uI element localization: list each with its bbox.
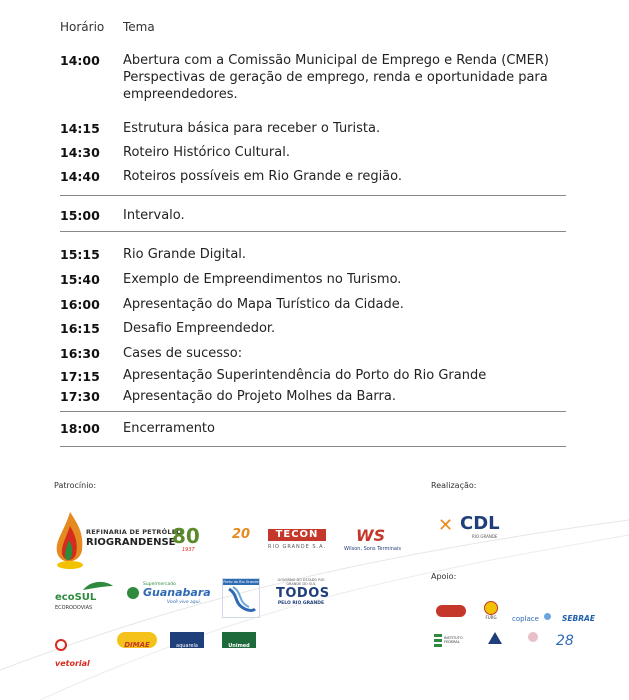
refinaria-80-mark: 80 <box>172 524 200 548</box>
unimed-name: Unimed <box>228 643 250 649</box>
schedule-topic: Exemplo de Empreendimentos no Turismo. <box>123 272 402 287</box>
schedule-topic: Apresentação do Mapa Turístico da Cidade. <box>123 297 404 312</box>
todos-pelo-rio-grande-logo <box>276 578 330 620</box>
sebrae-name: SEBRAE <box>562 614 595 623</box>
apoio-logo-navy <box>486 632 504 652</box>
schedule-topic: Apresentação do Projeto Molhes da Barra. <box>123 389 396 404</box>
wilson-sons-logo <box>344 526 404 556</box>
refinaria-flame-icon <box>52 510 88 572</box>
guanabara-name: Guanabara <box>143 586 211 599</box>
cdl-name: CDL <box>460 513 500 534</box>
realizacao-label: Realização: <box>431 481 477 490</box>
vetorial-ring-icon <box>55 639 67 651</box>
schedule-time: 16:15 <box>60 321 100 336</box>
sebrae-logo <box>562 606 596 623</box>
vetorial-name: vetorial <box>55 659 90 668</box>
ifrs-name: INSTITUTO FEDERAL <box>444 636 463 644</box>
guanabara-tag: Você vive aqui. <box>167 600 202 605</box>
schedule-time: 15:15 <box>60 247 100 262</box>
tecon-logo <box>232 527 332 555</box>
sponsors-label: Patrocínio: <box>54 481 97 490</box>
divider <box>60 446 566 447</box>
schedule-time: 14:15 <box>60 121 100 136</box>
guanabara-top: Supermercado <box>143 582 176 587</box>
todos-top: GOVERNO DO ESTADO RIO GRANDE DO SUL <box>277 578 325 586</box>
divider <box>60 195 566 196</box>
topic-line: Abertura com a Comissão Municipal de Emprego e Renda (CMER) <box>123 53 549 68</box>
schedule-time: 14:40 <box>60 169 100 184</box>
furg-emblem-icon <box>484 601 498 615</box>
header-time-label: Horário <box>60 20 105 34</box>
porto-label: Porto do Rio Grande <box>223 580 259 584</box>
schedule-time: 14:00 <box>60 53 100 68</box>
schedule-time: 17:15 <box>60 369 100 384</box>
tecon-20-mark: 20 <box>232 527 251 542</box>
schedule-topic: Intervalo. <box>123 208 185 223</box>
schedule-time: 14:30 <box>60 145 100 160</box>
coplace-dot-icon <box>544 613 551 620</box>
furg-name: FURG <box>485 615 497 620</box>
schedule-topic: Desafio Empreendedor. <box>123 321 276 336</box>
cdl-sub: RIO GRANDE <box>472 534 498 539</box>
schedule-topic: Roteiros possíveis em Rio Grande e região. <box>123 169 403 184</box>
coplace-name: coplace <box>512 615 539 623</box>
porto-wave-icon <box>223 585 259 617</box>
ecosul-sub: ECORODOVIAS <box>55 605 93 611</box>
tecon-name: TECON <box>268 529 326 541</box>
refinaria-line1: REFINARIA DE PETRÓLEO <box>86 528 183 536</box>
topic-line: Perspectivas de geração de emprego, renda e oportunidade para <box>123 70 548 85</box>
todos-sub: PELO RIO GRANDE <box>277 601 325 606</box>
schedule-time: 15:00 <box>60 208 100 223</box>
schedule-time: 15:40 <box>60 272 100 287</box>
aquarela-name: aquarela <box>176 643 198 649</box>
ifrs-logo <box>434 634 468 650</box>
header-topic-label: Tema <box>123 20 155 34</box>
divider <box>60 411 566 412</box>
apoio-label: Apoio: <box>431 572 457 581</box>
anos-28-logo <box>556 630 596 654</box>
guanabara-circle-icon <box>127 587 139 599</box>
ecosul-name: ecoSUL <box>55 592 97 603</box>
schedule-topic: Apresentação Superintendência do Porto do Rio Grande <box>123 368 487 383</box>
schedule-time: 16:30 <box>60 346 100 361</box>
schedule-topic: Estrutura básica para receber o Turista. <box>123 121 381 136</box>
dimae-logo <box>117 632 157 648</box>
navy-triangle-icon <box>488 632 502 644</box>
wilson-sons-name: Wilson, Sons Terminais <box>344 546 401 552</box>
vetorial-logo <box>55 634 103 668</box>
cdl-logo <box>438 513 508 541</box>
guanabara-logo <box>127 582 211 608</box>
furg-logo <box>482 601 500 621</box>
schedule-topic: Cases de sucesso: <box>123 346 243 361</box>
unimed-logo <box>222 632 256 648</box>
schedule-time: 16:00 <box>60 297 100 312</box>
refinaria-line2: RIOGRANDENSE <box>86 537 176 548</box>
ifrs-grid-icon <box>434 634 442 648</box>
divider <box>60 231 566 232</box>
schedule-topic: Encerramento <box>123 421 215 436</box>
light-emblem-icon <box>528 632 538 642</box>
dimae-name: DIMAE <box>124 641 150 649</box>
coplace-logo <box>512 606 558 623</box>
aquarela-logo <box>170 632 204 648</box>
anos-number: 28 <box>556 633 574 649</box>
apoio-logo-red <box>436 605 466 617</box>
refinaria-logo <box>52 510 217 572</box>
apoio-logo-light <box>524 632 542 652</box>
schedule-time: 18:00 <box>60 421 100 436</box>
topic-line: empreendedores. <box>123 87 238 102</box>
refinaria-since: 1937 <box>182 547 195 553</box>
schedule-topic <box>123 52 553 103</box>
schedule-time: 17:30 <box>60 389 100 404</box>
porto-rio-grande-logo <box>222 578 260 618</box>
schedule-topic: Rio Grande Digital. <box>123 247 247 262</box>
todos-name: TODOS <box>276 586 330 601</box>
cdl-x-icon: ✕ <box>438 515 454 536</box>
wilson-sons-mark-icon: WS <box>356 526 386 545</box>
ecosul-logo <box>55 580 115 610</box>
tecon-sub: RIO GRANDE S.A. <box>268 544 327 550</box>
schedule-topic: Roteiro Histórico Cultural. <box>123 145 290 160</box>
